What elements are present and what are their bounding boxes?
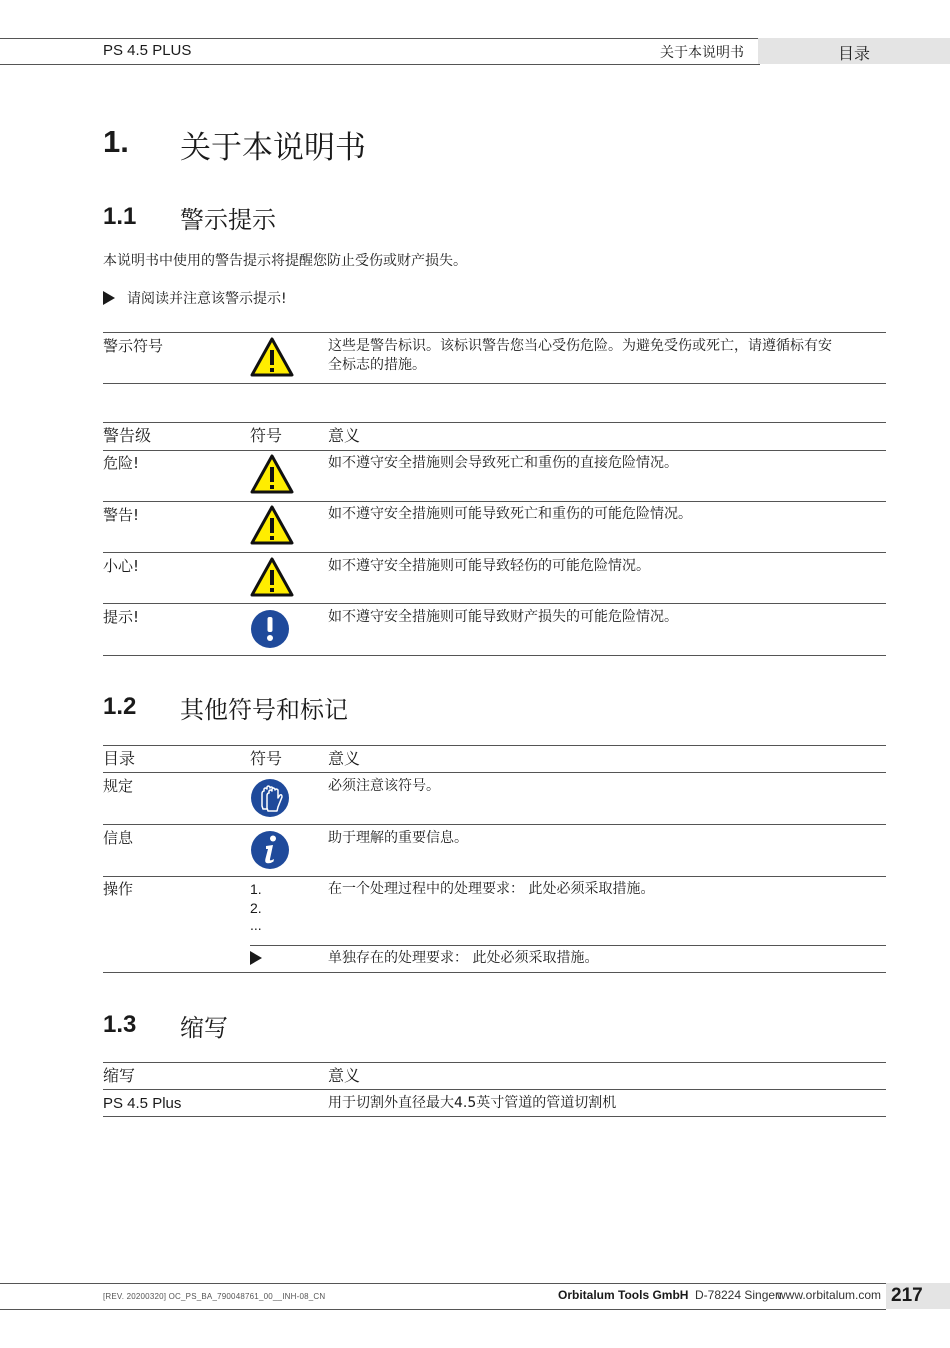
- footer-rule-top: [0, 1283, 886, 1284]
- rule: [103, 501, 886, 502]
- level-caution: 小心!: [103, 557, 140, 575]
- header-toc-label: 目录: [837, 44, 870, 63]
- page-number: 217: [891, 1285, 923, 1306]
- section-1-1-number: 1.1: [103, 203, 137, 230]
- footer-website[interactable]: www.orbitalum.com: [777, 1288, 882, 1302]
- row-mandatory-label: 规定: [103, 777, 134, 795]
- header-product: PS 4.5 PLUS: [103, 42, 192, 59]
- abbr-ps45plus-meaning: 用于切割外直径最大4.5英寸管道的管道切割机: [328, 1095, 617, 1111]
- footer-address: D-78224 Singen: [695, 1288, 782, 1302]
- row-operation-label: 操作: [103, 880, 134, 898]
- header-rule-bottom: [0, 64, 760, 65]
- row-operation-meaning-sequence: 在一个处理过程中的处理要求： 此处必须采取措施。: [328, 881, 655, 897]
- rule: [103, 1089, 886, 1090]
- rule: [103, 450, 886, 451]
- rule: [103, 603, 886, 604]
- row-mandatory-meaning: 必须注意该符号。: [328, 778, 440, 794]
- rule: [103, 1116, 886, 1117]
- footer-company: Orbitalum Tools GmbH: [558, 1288, 689, 1302]
- warning-symbol-desc-line2: 全标志的措施。: [328, 357, 426, 373]
- row-operation-meaning-single: 单独存在的处理要求： 此处必须采取措施。: [328, 950, 599, 966]
- level-warning: 警告!: [103, 506, 140, 524]
- table-header-meaning: 意义: [328, 1066, 361, 1085]
- step-ellipsis: ...: [250, 917, 262, 933]
- warning-symbol-desc-line1: 这些是警告标识。该标识警告您当心受伤危险。为避免受伤或死亡，请遵循标有安: [328, 338, 832, 354]
- warning-triangle-icon: [250, 335, 294, 379]
- rule: [103, 972, 886, 973]
- info-icon: [250, 827, 294, 871]
- level-warning-meaning: 如不遵守安全措施则可能导致死亡和重伤的可能危险情况。: [328, 506, 692, 522]
- table-header-item: 目录: [103, 749, 136, 768]
- section-1-3-number: 1.3: [103, 1011, 137, 1038]
- table-header-level: 警告级: [103, 426, 152, 445]
- section-1-1-intro: 本说明书中使用的警告提示将提醒您防止受伤或财产损失。: [103, 253, 467, 269]
- level-notice: 提示!: [103, 608, 140, 626]
- header-rule-top: [0, 38, 760, 39]
- step-number-1: 1.: [250, 881, 262, 897]
- level-notice-meaning: 如不遵守安全措施则可能导致财产损失的可能危险情况。: [328, 609, 678, 625]
- rule: [103, 824, 886, 825]
- arrow-bullet-icon: [103, 291, 115, 305]
- row-info-meaning: 助于理解的重要信息。: [328, 830, 468, 846]
- abbr-ps45plus: PS 4.5 Plus: [103, 1095, 182, 1112]
- warning-triangle-icon: [250, 503, 294, 547]
- rule: [103, 655, 886, 656]
- header-toc-tab[interactable]: [758, 38, 950, 64]
- rule-partial: [250, 945, 886, 946]
- row-info-label: 信息: [103, 829, 134, 847]
- table-header-symbol: 符号: [250, 749, 283, 768]
- rule: [103, 332, 886, 333]
- rule: [103, 772, 886, 773]
- table-header-symbol: 符号: [250, 426, 283, 445]
- level-danger: 危险!: [103, 454, 140, 472]
- rule: [103, 745, 886, 746]
- chapter-title: 关于本说明书: [180, 130, 366, 166]
- rule: [103, 422, 886, 423]
- table-header-meaning: 意义: [328, 426, 361, 445]
- section-1-3-title: 缩写: [180, 1014, 228, 1042]
- gloves-mandatory-icon: [250, 775, 294, 819]
- warning-triangle-icon: [250, 452, 294, 496]
- footer-page-box: [886, 1283, 950, 1309]
- rule: [103, 876, 886, 877]
- rule: [103, 1062, 886, 1063]
- table-header-meaning: 意义: [328, 749, 361, 768]
- footer-rule-bottom: [0, 1309, 886, 1310]
- arrow-bullet-icon: [250, 951, 262, 965]
- chapter-number: 1.: [103, 124, 129, 159]
- section-1-2-title: 其他符号和标记: [180, 696, 348, 724]
- level-danger-meaning: 如不遵守安全措施则会导致死亡和重伤的直接危险情况。: [328, 455, 678, 471]
- instruction-text: 请阅读并注意该警示提示!: [127, 291, 287, 307]
- instruction-item: [103, 288, 287, 308]
- section-1-1-title: 警示提示: [180, 206, 276, 234]
- warning-triangle-icon: [250, 555, 294, 599]
- rule: [103, 552, 886, 553]
- notice-exclamation-icon: [250, 606, 294, 650]
- section-1-2-number: 1.2: [103, 693, 137, 720]
- footer-revision: [REV. 20200320] OC_PS_BA_790048761_00__INH-08_CN: [103, 1292, 326, 1301]
- header-section-title: 关于本说明书: [660, 45, 744, 61]
- step-number-2: 2.: [250, 900, 262, 916]
- level-caution-meaning: 如不遵守安全措施则可能导致轻伤的可能危险情况。: [328, 558, 650, 574]
- table-header-abbr: 缩写: [103, 1066, 136, 1085]
- rule: [103, 383, 886, 384]
- warning-symbol-label: 警示符号: [103, 337, 164, 355]
